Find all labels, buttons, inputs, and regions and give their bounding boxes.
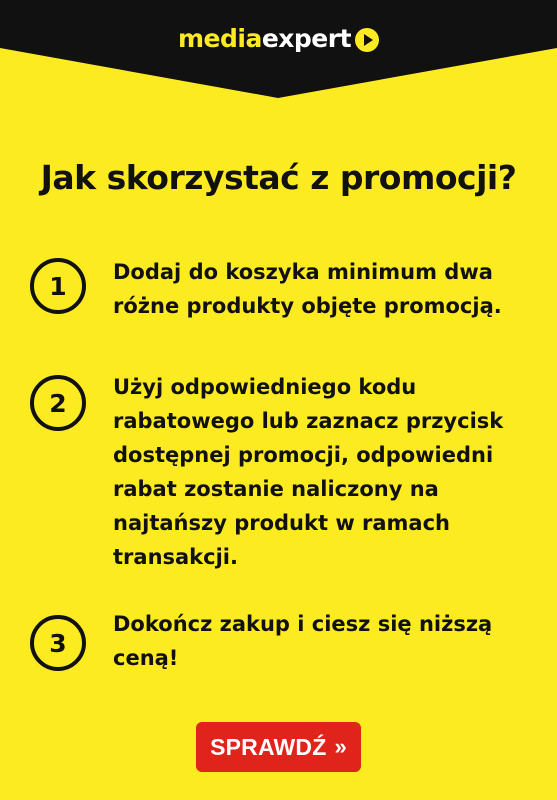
step-text: Dokończ zakup i ciesz się niższą ceną! xyxy=(113,612,493,670)
step-text: Dodaj do koszyka minimum dwa różne produkty objęte promocją. xyxy=(113,260,502,318)
play-icon xyxy=(355,28,379,52)
double-chevron-right-icon: » xyxy=(334,734,347,759)
logo-text-expert: expert xyxy=(261,24,352,53)
header-banner xyxy=(0,0,557,100)
step-number-badge: 2 xyxy=(30,375,86,431)
step-text: Użyj odpowiedniego kodu rabatowego lub zaznacz przycisk dostępnej promocji, odpowiedni rabat zostanie naliczony na najtańszy produkt w ramach transakcji. xyxy=(113,375,504,569)
brand-logo[interactable] xyxy=(0,24,557,53)
check-button-label: SPRAWDŹ xyxy=(210,733,327,760)
logo-text-media: media xyxy=(177,24,262,53)
check-button[interactable] xyxy=(196,722,361,772)
step-number-badge: 3 xyxy=(30,615,86,671)
page-title: Jak skorzystać z promocji? xyxy=(40,158,517,197)
step-number-badge: 1 xyxy=(30,258,86,314)
